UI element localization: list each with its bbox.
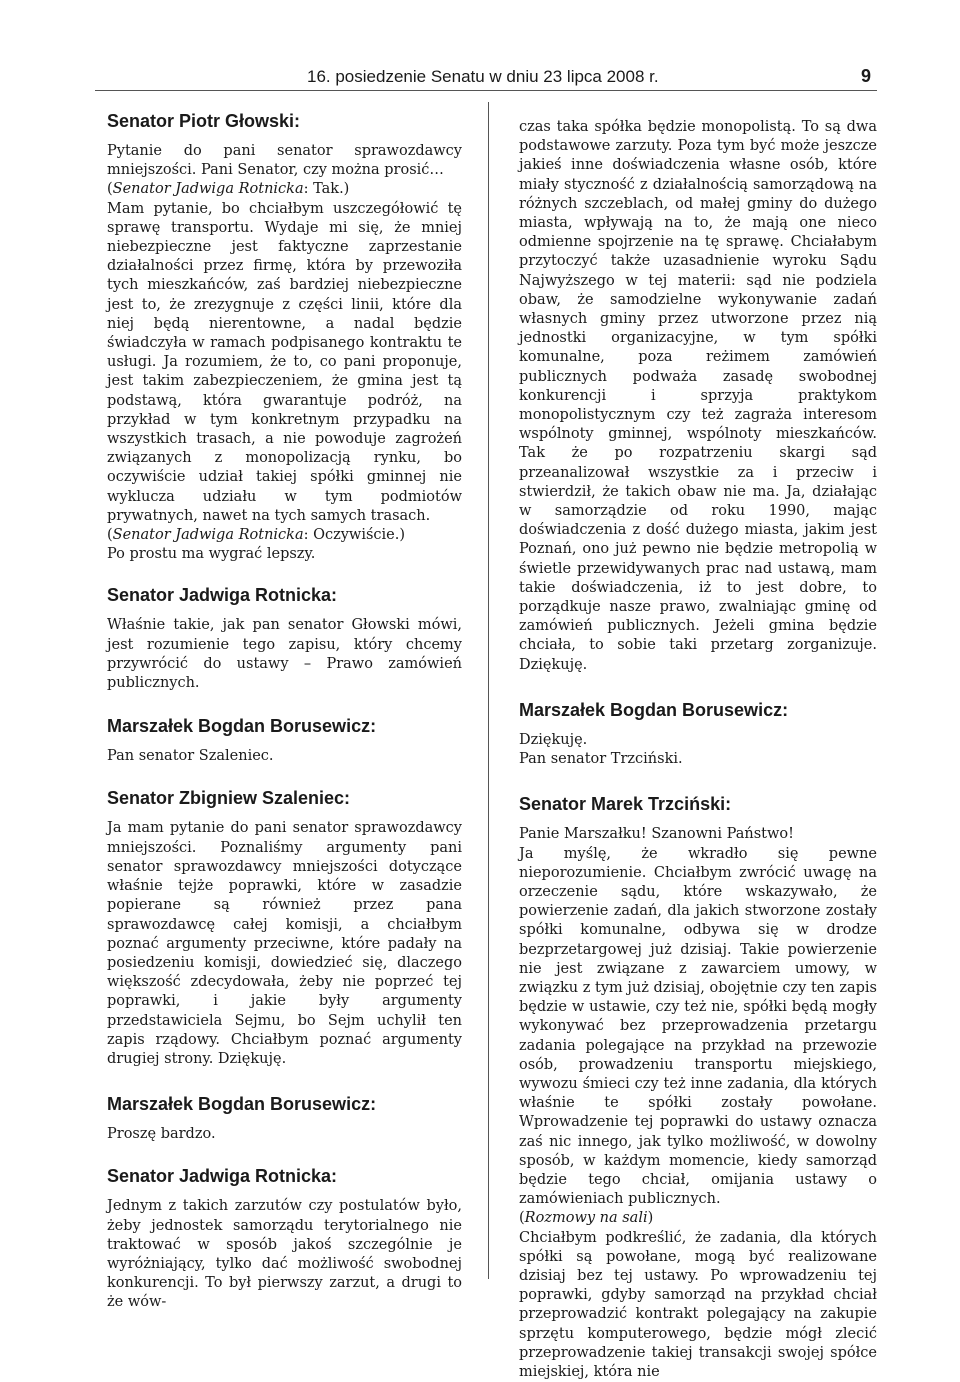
interjection: Rozmowy na sali: [524, 1210, 648, 1227]
page-number: 9: [860, 66, 871, 86]
page-header: [95, 64, 877, 91]
paragraph: Pan senator Szaleniec.: [107, 748, 274, 765]
paragraph: Pan senator Trzciński.: [519, 751, 683, 768]
speaker-heading: Senator Zbigniew Szaleniec:: [107, 788, 351, 809]
paragraph: Chciałbym podkreślić, że zadania, dla których spółki są powołane, mogą być realizowane dzisiaj bez tej ustawy. Po wprowadzeniu tej poprawki, gdyby samorząd na przykład chciał przeprowadzić kontrakt polegający na zakupie sprzętu komputerowego, będzie mógł zlecić przeprowadzenie takiej transakcji swojej spółce miejskiej, która nie: [519, 1229, 877, 1380]
interjection-speaker: Senator Jadwiga Rotnicka: [112, 527, 304, 544]
speaker-heading: Senator Marek Trzciński:: [519, 794, 732, 815]
paragraph: Proszę bardzo.: [107, 1126, 216, 1143]
paragraph: Ja myślę, że wkradło się pewne nieporozumienie. Chciałbym zwrócić uwagę na orzeczenie sądu, które wskazywało, że powierzenie zadań, dla jakich stworzone zostały spółki komunalne, odbywa się w drodze bezprzetargowej już dzisiaj. Takie powierzenie nie jest związane z zawarciem umowy, w związku z tym już dzisiaj, obojętnie czy ten zapis będzie w ustawie, czy też nie, spółki będą mogły wykonywać bez przeprowadzenia przetargu zadania polegające na przykład na przewozie osób, prowadzeniu transportu miejskiego, wywozu śmieci czy też inne zadania, dla których właśnie te spółki zostały powołane. Wprowadzenie tej poprawki do ustawy oznacza zaś nic innego, jak tylko możliwość, w dowolny sposób, w każdym momencie, kiedy samorząd będzie tego chciał, omijania ustawy o zamówieniach publicznych.: [519, 845, 877, 1208]
paragraph: Właśnie takie, jak pan senator Głowski mówi, jest rozumienie tego zapisu, który chcemy przywrócić do ustawy – Prawo zamówień publicznych.: [107, 617, 462, 692]
paragraph: Mam pytanie, bo chciałbym uszczegółowić tę sprawę transportu. Wydaje mi się, że mniej niebezpieczne jest faktyczne zaprzestanie działalności przez firmę, która by przewoziła tych mieszkańców, zaś bardziej niebezpieczne jest to, że zrezygnuje z części linii, które dla niej będą nierentowne, a nadal będzie świadczyła w ramach podpisanego kontraktu te usługi. Ja rozumiem, że to, co pani proponuje, jest takim zabezpieczeniem, że gmina jest tą podstawą, która gwarantuje podróż, na przykład w tym konkretnym przypadku na wszystkich trasach, a nie powoduje zagrożeń związanych z monopolizacją rynku, bo oczywiście udział takiej spółki gminnej nie wyklucza udziału w tym podmiotów prywatnych, nawet na tych samych trasach.: [107, 200, 462, 524]
speaker-heading: Marszałek Bogdan Borusewicz:: [107, 716, 377, 737]
paragraph: Pytanie do pani senator sprawozdawcy mniejszości. Pani Senator, czy można prosić…: [107, 143, 462, 179]
paragraph: (Senator Jadwiga Rotnicka: Tak.): [107, 181, 350, 198]
paragraph: Panie Marszałku! Szanowni Państwo!: [519, 826, 794, 843]
left-column: [107, 110, 462, 1313]
header-title: 16. posiedzenie Senatu w dniu 23 lipca 2008 r.: [307, 67, 659, 86]
speaker-heading: Senator Piotr Głowski:: [107, 111, 301, 131]
paragraph: Po prostu ma wygrać lepszy.: [107, 546, 316, 563]
speaker-heading: Marszałek Bogdan Borusewicz:: [107, 1094, 377, 1115]
paragraph: Jednym z takich zarzutów czy postulatów było, żeby jednostek samorządu terytorialnego nie traktować w sposób jakoś szczególnie je wyróżniający, tylko dać możliwość swobodnej konkurencji. To był pierwszy zarzut, a drugi to że wów-: [107, 1198, 462, 1311]
speaker-heading: Senator Jadwiga Rotnicka:: [107, 1166, 338, 1187]
paragraph: (Senator Jadwiga Rotnicka: Oczywiście.): [107, 527, 406, 544]
speaker-heading: Marszałek Bogdan Borusewicz:: [519, 699, 789, 720]
right-column: [519, 118, 877, 1382]
paragraph: Dziękuję.: [519, 731, 588, 748]
paragraph: (Rozmowy na sali): [519, 1210, 654, 1227]
column-divider: [488, 102, 489, 1279]
paragraph: Ja mam pytanie do pani senator sprawozdawcy mniejszości. Poznaliśmy argumenty pani senator sprawozdawcy mniejszości dotyczące właśnie tejże poprawki, które w zasadzie popierane są również przez pana sprawozdawcę całej komisji, a chciałbym poznać argumenty przeciwne, które padały na posiedzeniu komisji, dowiedzieć się, dlaczego większość zdecydowała, żeby nie poprzeć tej poprawki, i jakie były argumenty przedstawiciela Sejmu, bo Sejm uchylił ten zapis rządowy. Chciałbym poznać argumenty drugiej strony. Dziękuję.: [107, 820, 462, 1067]
paragraph: czas taka spółka będzie monopolistą. To są dwa podstawowe zarzuty. Poza tym być może jeszcze jakieś inne doświadczenia własne osób, które miały styczność z działalnością samorządową na różnych szczeblach, od małej gminy do dużego miasta, wpływają na to, że mają one nieco odmienne spojrzenie na tę sprawę. Chciałabym przytoczyć także uzasadnienie wyroku Sądu Najwyższego w tej materii: sąd nie podziela obaw, że samodzielne wykonywanie zadań własnych gminy przez utworzone przez nią jednostki organizacyjne, w tym spółki komunalne, poza reżimem zamówień publicznych podważa zasadę swobodnej konkurencji i sprzyja praktykom monopolistycznym czy też zagraża interesom wspólnoty gminnej, wspólnoty mieszkańców. Tak że po rozpatrzeniu skargi sąd przeanalizował wszystkie za i przeciw i stwierdził, że takich obaw nie ma. Ja, działając w samorządzie od roku 1990, mając doświadczenia z dość dużego miasta, jakim jest Poznań, ono już pewno nie będzie metropolią w świetle przewidywanych prac nad ustawą, mam takie doświadczenia, iż to jest dobre, to porządkuje nasze prawo, zwalniając gminę od zamówień publicznych. Jeżeli gmina będzie chciała, to sobie taki przetarg zorganizuje. Dziękuję.: [519, 119, 877, 673]
speaker-heading: Senator Jadwiga Rotnicka:: [107, 585, 338, 606]
interjection-speaker: Senator Jadwiga Rotnicka: [112, 181, 304, 198]
